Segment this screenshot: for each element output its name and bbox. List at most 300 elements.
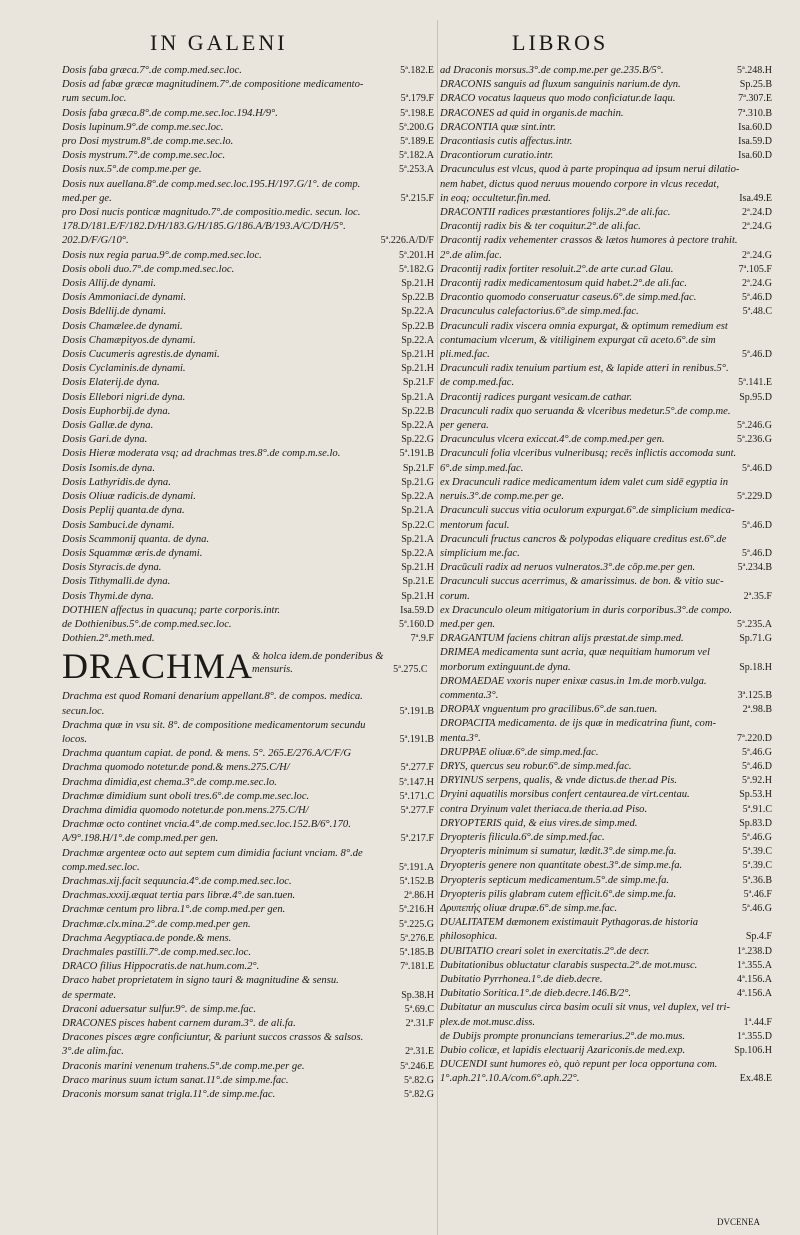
index-entry [62,1045,434,1059]
entry-text: Drachmæ argenteæ octo aut septem cum dimidia faciunt vnciam. 8°.de [62,847,363,859]
index-entry [62,376,434,390]
index-entry [440,1044,772,1058]
entry-reference: Sp.21.E [402,576,434,588]
entry-text: Dosis lupinum.9°.de comp.me.sec.loc. [62,121,224,133]
entry-text: DRACONES pisces habent carnem duram.3°. de ali.fa. [62,1018,296,1029]
entry-reference: 7ª.307.E [738,93,772,105]
entry-text: Dosis Allij.de dynami. [62,278,156,290]
index-entry [440,376,772,390]
index-entry [440,78,772,92]
entry-reference: 5ª.147.H [399,776,434,788]
index-entry [440,590,772,604]
index-entry [62,249,434,263]
entry-text: ex Dracunculo oleum mitigatorium in duris corporibus.3°.de compo. [440,604,733,616]
entry-text: ex Dracunculi radice medicamentum idem valet cum sidē egyptia in [440,476,729,488]
entry-text: de spermate. [62,989,117,1001]
index-entry [62,490,434,504]
index-entry [440,405,772,419]
entry-reference: Sp.53.H [739,789,772,801]
entry-text: Dosis Peplij quanta.de dyna. [62,505,185,517]
entry-reference: Sp.21.H [401,590,434,602]
index-entry [440,859,772,873]
entry-reference: 5ª.277.F [400,762,434,774]
index-entry [62,334,434,348]
entry-reference: 5ª.46.F [743,888,772,900]
entry-reference: 5ª.234.B [737,562,772,574]
right-column [440,64,772,1087]
entry-text: comp.med.sec.loc. [62,861,140,873]
drachma-ref: 5ª.275.C [393,664,428,676]
entry-reference: 5ª.185.B [399,946,434,958]
entry-reference: 5ª.191.B [399,705,434,717]
entry-text: Drachmas.xij.facit sequuncia.4°.de comp.med.sec.loc. [62,875,292,887]
entry-text: Dracontij radix vehementer crassos & lætos humores à pectore trahit. [440,235,738,247]
index-entry [62,804,434,818]
entry-text: Drachma Aegyptiaca.de ponde.& mens. [62,932,232,944]
index-entry [62,1060,434,1074]
index-entry [440,263,772,277]
index-entry [62,291,434,305]
entry-reference: Sp.22.G [401,434,434,446]
entry-reference: 5ª.191.B [399,733,434,745]
entry-text: Dracontiasis cutis affectus.intr. [440,136,573,148]
entry-text: Drachma quæ in vsu sit. 8°. de compositione medicamentorum secundu [62,719,366,731]
entry-text: Dosis Lathyridis.de dyna. [62,476,171,488]
index-entry [62,575,434,589]
index-entry [440,675,772,689]
index-entry [62,305,434,319]
entry-reference: 5ª.46.D [742,760,772,772]
entry-reference: 5ª.46.D [742,547,772,559]
entry-text: 6°.de simp.med.fac. [440,462,524,474]
entry-text: DRACO vocatus laqueus quo modo conficiatur.de laqu. [440,93,676,105]
index-entry [440,433,772,447]
index-entry [440,447,772,461]
entry-text: plex.de mot.musc.diss. [440,1016,536,1028]
entry-text: corum. [440,590,470,602]
entry-text: Dracunculi radix quo seruanda & vlceribus medetur.5°.de comp.me. [440,405,731,417]
entry-text: Draco marinus suum ictum sanat.11°.de simp.me.fac. [62,1074,289,1086]
index-entry [440,831,772,845]
entry-reference: 7ª.181.E [400,961,434,973]
index-entry [440,888,772,902]
index-entry [440,703,772,717]
entry-reference: 5ª.235.A [737,618,772,630]
index-entry [62,590,434,604]
entry-text: Drachma est quod Romani denarium appellant.8°. de compos. medica. [62,691,363,703]
entry-text: DUBITATIO creari solet in exercitatis.2°.de decr. [440,945,650,957]
entry-reference: 5ª.217.F [400,833,434,845]
index-entry [62,989,434,1003]
entry-text: pro Dosi nucis ponticæ magnitudo.7°.de compositio.medic. secun. loc. [62,207,361,219]
entry-text: Dosis mystrum.7°.de comp.me.sec.loc. [62,150,226,162]
index-entry [62,433,434,447]
entry-text: Dubitatur an musculus circa basim oculi sit vnus, vel duplex, vel tri- [440,1002,731,1014]
entry-reference: 1ª.238.D [737,945,772,957]
index-entry [62,561,434,575]
entry-text: DRACONES ad quid in organis.de machin. [440,107,624,119]
index-entry [62,1017,434,1031]
entry-reference: Sp.38.H [401,989,434,1001]
index-entry [62,1003,434,1017]
entry-text: Dosis Cucumeris agrestis.de dynami. [62,349,220,361]
entry-text: Drachmæ dimidium sunt oboli tres.6°.de comp.me.sec.loc. [62,790,310,802]
index-entry [62,604,434,618]
entry-text: DRYINUS serpens, qualis, & vnde dictus.de ther.ad Pis. [440,775,677,787]
entry-text: locos. [62,733,88,745]
entry-reference: 5ª.246.E [400,1060,434,1072]
index-entry [440,930,772,944]
entry-text: Dubio colicæ, et lapidis electuarij Azariconis.de med.exp. [440,1045,686,1057]
index-entry [440,334,772,348]
index-entry [440,732,772,746]
entry-text: Dryopteris genere non quantitate obest.3°.de simp.me.fa. [440,860,683,872]
entry-reference: Sp.18.H [739,661,772,673]
entry-reference: Sp.22.A [401,547,434,559]
index-entry [440,107,772,121]
index-entry [440,504,772,518]
entry-reference: 5ª.276.E [400,932,434,944]
left-entries-a [62,64,434,646]
entry-reference: 1ª.355.A [737,959,772,971]
entry-reference: Sp.21.F [402,377,434,389]
index-entry [440,121,772,135]
index-entry [62,64,434,78]
entry-text: Dosis ad fabæ græcæ magnitudinem.7°.de compositione medicamento- [62,79,364,91]
index-entry [62,733,434,747]
index-entry [62,847,434,861]
entry-reference: 5ª.191.A [399,861,434,873]
entry-text: 202.D/F/G/10°. [62,235,129,247]
index-entry [440,547,772,561]
running-header-right: LIBROS [512,30,609,55]
entry-text: Dosis nux.5°.de comp.me.per ge. [62,164,202,176]
entry-reference: 5ª.225.G [399,918,434,930]
index-entry [440,959,772,973]
entry-text: Dracunculi succus acerrimus, & amarissimus. de bon. & vitio suc- [440,576,724,588]
right-entries [440,64,772,1087]
index-entry [62,504,434,518]
entry-text: Dubitationibus obluctatur clarabis suspecta.2°.de mot.musc. [440,959,698,971]
index-entry [62,1074,434,1088]
catchword: DVCENEA [717,1217,760,1227]
index-entry [62,889,434,903]
entry-reference: Sp.71.G [739,633,772,645]
entry-text: Dracontiorum curatio.intr. [440,150,554,162]
index-entry [440,774,772,788]
index-entry [440,575,772,589]
entry-reference: 2ª.24.D [742,207,772,219]
entry-text: Dosis Isomis.de dyna. [62,462,155,474]
entry-text: Dracontij radix medicamentosum quid habet.2°.de ali.fac. [440,278,687,290]
entry-text: DRYOPTERIS quid, & eius vires.de simp.med. [440,817,638,829]
left-column [62,64,434,1102]
entry-text: simplicium me.fac. [440,547,520,559]
index-entry [440,64,772,78]
drachma-heading-gloss [252,650,428,676]
index-entry [440,604,772,618]
entry-reference: 5ª.69.C [404,1003,434,1015]
entry-reference: 5ª.189.E [400,136,434,148]
entry-reference: Sp.21.A [401,505,434,517]
entry-text: Dubitatio Soritica.1°.de dieb.decre.146.B/2°. [440,988,632,1000]
entry-reference: 5ª.201.H [399,249,434,261]
index-entry [62,362,434,376]
index-entry [440,476,772,490]
entry-text: Dosis Cyclaminis.de dynami. [62,363,186,375]
entry-text: Dosis Ellebori nigri.de dyna. [62,391,186,403]
entry-reference: 1ª.355.D [737,1030,772,1042]
index-entry [440,192,772,206]
entry-reference: Sp.21.H [401,363,434,375]
entry-text: DRYS, quercus seu robur.6°.de simp.med.fac. [440,760,632,772]
entry-reference: 5ª.92.H [742,775,772,787]
index-entry [62,932,434,946]
entry-text: Dosis Hieræ moderata vsq; ad drachmas tres.8°.de comp.m.se.lo. [62,448,341,460]
entry-reference: 5ª.82.G [404,1089,434,1101]
index-entry [440,320,772,334]
entry-reference: 5ª.141.E [738,377,772,389]
entry-reference: 5ª.277.F [400,804,434,816]
entry-text: Dracones pisces ægre conficiuntur, & pariunt succos crassos & salsos. [62,1032,364,1044]
entry-text: Dracunculi succus vitia oculorum expurgat.6°.de simplicium medica- [440,505,735,517]
entry-reference: 5ª.229.D [737,491,772,503]
entry-reference: 5ª.46.D [742,349,772,361]
entry-text: Dosis nux regia parua.9°.de comp.med.sec.loc. [62,249,262,261]
entry-reference: 2ª.31.F [405,1018,434,1029]
entry-text: Dubitatio Pyrrhonea.1°.de dieb.decre. [440,974,603,985]
index-entry [62,92,434,106]
entry-text: contumacium vlcerum, & vitiliginem expurgat cū aceto.6°.de sim [440,334,716,346]
index-entry [440,618,772,632]
entry-text: Drachmæ octo continet vncia.4°.de comp.med.sec.loc.152.B/6°.170. [62,819,351,831]
entry-reference: 5ª.182.A [399,150,434,162]
entry-text: DRACO filius Hippocratis.de nat.hum.com.2°. [62,961,260,973]
index-entry [440,178,772,192]
index-entry [62,1088,434,1102]
entry-text: Dracontij radix bis & ter coquitur.2°.de ali.fac. [440,221,641,233]
entry-reference: 5ª.46.G [742,831,772,843]
entry-reference: 5ª.248.H [737,65,772,76]
entry-reference: 2ª.31.E [405,1046,434,1058]
index-entry [62,78,434,92]
entry-text: DRACONIS sanguis ad fluxum sanguinis narium.de dyn. [440,79,681,91]
entry-text: Dryopteris pilis glabram cutem efficit.6°.de simp.me.fa. [440,888,677,900]
index-entry [62,533,434,547]
index-entry [62,960,434,974]
index-entry [440,717,772,731]
entry-text: DRACONTII radices præstantiores folijs.2°.de ali.fac. [440,207,671,219]
entry-reference: 2ª.86.H [404,890,434,902]
index-entry [62,903,434,917]
entry-reference: 4ª.156.A [737,988,772,1000]
entry-reference: 5ª.200.G [399,121,434,133]
index-entry [62,761,434,775]
entry-reference: Sp.22.C [401,519,434,531]
entry-reference: 5ª.198.E [400,107,434,119]
entry-text: de comp.med.fac. [440,377,515,389]
entry-reference: 5ª.46.D [742,462,772,474]
entry-text: Dryopteris filicula.6°.de simp.med.fac. [440,831,605,843]
entry-text: Dosis Gari.de dyna. [62,434,148,446]
entry-text: Dosis Thymi.de dyna. [62,590,154,602]
entry-text: Dryopteris septicum medicamentum.5°.de simp.me.fa. [440,874,670,886]
index-entry [62,220,434,234]
index-entry [440,902,772,916]
entry-text: de Dothienibus.5°.de comp.med.sec.loc. [62,618,232,630]
drachma-gloss-line2: mensuris. [252,664,293,676]
index-entry [62,832,434,846]
entry-reference: 5ª.226.A/D/F [380,235,434,247]
index-entry [62,618,434,632]
entry-text: DUCENDI sunt humores eò, quò repunt per loca opportuna com. [440,1059,718,1071]
index-entry [440,206,772,220]
index-entry [62,107,434,121]
entry-reference: Sp.21.A [401,533,434,545]
index-entry [62,690,434,704]
index-entry [440,874,772,888]
gutter-divider [437,20,438,1235]
entry-text: Dracunculi radix viscera omnia expurgat, & optimum remedium est [440,320,728,332]
entry-reference: Sp.22.A [401,306,434,318]
index-entry [440,803,772,817]
entry-text: nem habet, dictus quod neruus mouendo corpore in vlcus recedat, [440,178,720,190]
index-entry [440,1016,772,1030]
entry-text: DRAGANTUM faciens chitran alijs præstat.de simp.med. [440,633,684,645]
entry-text: Dosis faba græca.7°.de comp.med.sec.loc. [62,65,242,76]
entry-reference: Sp.21.G [401,476,434,488]
index-entry [440,348,772,362]
index-entry [440,945,772,959]
entry-text: DROPACITA medicamenta. de ijs quæ in medicatrina fiunt, com- [440,718,716,730]
entry-reference: 5ª.48.C [742,306,772,318]
index-entry [440,249,772,263]
entry-reference: 5ª.236.G [737,434,772,446]
entry-reference: Sp.21.H [401,349,434,361]
index-entry [62,1031,434,1045]
entry-reference: Sp.21.H [401,562,434,574]
entry-reference: Sp.95.D [739,391,772,403]
entry-text: ad Draconis morsus.3°.de comp.me.per ge.235.B/5°. [440,65,664,76]
index-entry [440,1030,772,1044]
index-entry [440,135,772,149]
entry-reference: Isa.59.D [738,136,772,148]
entry-text: DROMAEDAE vxoris nuper enixæ casus.in 1m.de morb.vulga. [440,675,707,687]
entry-text: Dosis Tithymalli.de dyna. [62,576,171,588]
entry-text: Drachmæ centum pro libra.1°.de comp.med.per gen. [62,904,286,916]
entry-text: neruis.3°.de comp.me.per ge. [440,491,564,503]
entry-text: Dosis Chamælee.de dynami. [62,320,183,332]
index-entry [440,291,772,305]
entry-text: Dosis Bdellij.de dynami. [62,306,167,318]
index-entry [62,476,434,490]
running-header-left: IN GALENI [150,30,288,55]
index-entry [440,163,772,177]
index-entry [62,918,434,932]
entry-reference: Sp.22.B [401,292,434,304]
entry-text: Dracontio quomodo conseruatur caseus.6°.de simp.med.fac. [440,292,697,304]
entry-text: med.per ge. [62,192,112,204]
index-entry [440,1058,772,1072]
entry-text: pro Dosi mystrum.8°.de comp.me.sec.lo. [62,136,234,148]
index-entry [62,419,434,433]
index-entry [62,447,434,461]
index-entry [62,135,434,149]
index-entry [62,790,434,804]
entry-text: Drachma dimidia quomodo notetur.de pon.mens.275.C/H/ [62,804,309,816]
entry-text: Dosis Squammæ æris.de dynami. [62,547,203,559]
index-entry [62,206,434,220]
entry-reference: Sp.21.H [401,278,434,290]
entry-text: A/9°.198.H/1°.de comp.med.per gen. [62,833,219,845]
index-entry [440,632,772,646]
entry-text: menta.3°. [440,732,481,744]
index-entry [440,1072,772,1086]
index-entry [62,747,434,761]
entry-text: Draconis morsum sanat trigla.11°.de simp.me.fac. [62,1089,276,1101]
entry-text: Dosis Chamæpityos.de dynami. [62,334,196,346]
index-entry [62,875,434,889]
index-entry [440,987,772,1001]
entry-text: Drachmas.xxxij.æquat tertia pars libræ.4°.de san.tuen. [62,890,296,902]
left-entries-b [62,690,434,1102]
entry-reference: Sp.22.A [401,491,434,503]
index-entry [440,533,772,547]
entry-reference: Sp.22.A [401,334,434,346]
entry-reference: 7ª.105.F [738,263,772,275]
entry-text: secun.loc. [62,705,105,717]
index-entry [440,788,772,802]
index-entry [440,916,772,930]
index-entry [440,661,772,675]
entry-reference: Ex.48.E [739,1073,772,1085]
entry-text: de Dubijs prompte pronuncians temerarius.2°.de mo.mus. [440,1030,686,1042]
entry-reference: Isa.49.E [739,192,772,204]
entry-text: Dosis Gallæ.de dyna. [62,420,154,432]
entry-text: morborum extinguunt.de dyna. [440,661,571,673]
index-entry [440,462,772,476]
entry-text: med.per gen. [440,618,496,630]
entry-text: Drachmales pastilli.7°.de comp.med.sec.loc. [62,946,252,958]
entry-text: 3°.de alim.fac. [62,1046,124,1058]
entry-text: Dosis Ammoniaci.de dynami. [62,292,186,304]
entry-text: mentorum facul. [440,519,510,531]
entry-text: Drachma quantum capiat. de pond. & mens. 5°. 265.E/276.A/C/F/G [62,748,352,760]
index-entry [62,234,434,248]
entry-text: Dryini aquatilis morsibus confert centaurea.de virt.centau. [440,789,690,801]
entry-reference: Isa.60.D [738,121,772,133]
index-entry [62,192,434,206]
entry-reference: Sp.83.D [739,817,772,829]
entry-text: Dosis Sambuci.de dynami. [62,519,175,531]
entry-reference: 5ª.160.D [399,618,434,630]
index-entry [62,178,434,192]
entry-text: 2°.de alim.fac. [440,249,502,261]
entry-text: Dracūculi radix ad neruos vulneratos.3°.de cōp.me.per gen. [440,562,696,574]
index-entry [440,1001,772,1015]
drachma-heading-block [62,648,434,688]
entry-text: commenta.3°. [440,689,499,701]
entry-text: 178.D/181.E/F/182.D/H/183.G/H/185.G/186.A/B/193.A/C/D/H/5°. [62,221,346,233]
entry-text: Dosis Euphorbij.de dyna. [62,405,171,417]
entry-reference: 7ª.220.D [737,732,772,744]
entry-text: Dothien.2°.meth.med. [62,633,155,645]
entry-reference: 5ª.253.A [399,164,434,176]
entry-text: DROPAX vnguentum pro gracilibus.6°.de san.tuen. [440,704,658,716]
index-entry [62,391,434,405]
entry-reference: 5ª.91.C [742,803,772,815]
entry-text: Dosis Oliuæ radicis.de dynami. [62,491,196,503]
